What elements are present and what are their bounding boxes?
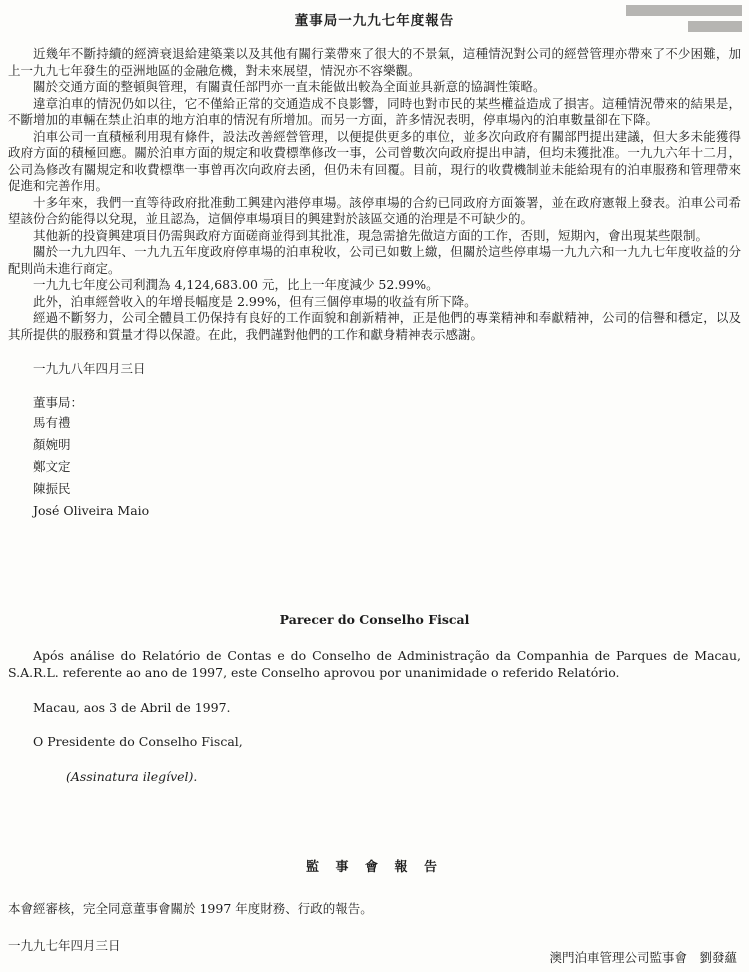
board-member: 馬有禮 — [33, 415, 71, 430]
report-paragraph: 其他新的投資興建項目仍需與政府方面磋商並得到其批准，現急需搶先做這方面的工作，否則，短期內，會出現某些限制。 — [33, 227, 709, 243]
report-title: 董事局一九九七年度報告 — [294, 13, 455, 29]
supervisory-report-title: 監 事 會 報 告 — [305, 860, 444, 875]
board-member: José Oliveira Maio — [33, 503, 150, 518]
report-paragraph: 十多年來，我們一直等待政府批准動工興建內港停車場。該停車場的合約已同政府方面簽署，並在政府憲報上發表。泊車公司希望該份合約能得以兌現，並且認為，這個停車場項目的興建對於該區交通的治理是不可缺少的。 — [8, 194, 741, 226]
report-paragraph: 一九九七年度公司利潤為 4,124,683.00 元，比上一年度減少 52.99%。 — [33, 277, 439, 292]
report-paragraph: 經過不斷努力，公司全體員工仍保持有良好的工作面貌和創新精神，正是他們的專業精神和奉獻精神，公司的信譽和穩定，以及其所提供的服務和質量才得以保證。在此，我們謹對他們的工作和獻身精神表示感謝。 — [8, 310, 741, 342]
fiscal-place-date: Macau, aos 3 de Abril de 1997. — [33, 700, 231, 715]
supervisory-report-body: 本會經審核，完全同意董事會關於 1997 年度財務、行政的報告。 — [8, 901, 373, 916]
supervisory-board-section — [8, 856, 741, 954]
supervisory-signoff: 澳門泊車管理公司監事會 劉發蘊 — [549, 950, 737, 965]
corner-stamp-bottom — [688, 21, 742, 32]
report-paragraph: 違章泊車的情況仍如以往，它不僅給正常的交通造成不良影響，同時也對市民的某些權益造成了損害。這種情況帶來的結果是，不斷增加的車輛在禁止泊車的地方泊車的情況有所增加。而另一方面，許多情況表明，停車場內的泊車數量卻在下降。 — [8, 95, 741, 127]
report-paragraph: 關於一九九四年、一九九五年度政府停車場的泊車稅收，公司已如數上繳，但關於這些停車場一九九六和一九九七年度收益的分配則尚未進行商定。 — [8, 244, 741, 276]
report-paragraph: 近幾年不斷持續的經濟衰退給建築業以及其他有關行業帶來了很大的不景氣，這種情況對公司的經營管理亦帶來了不少困難，加上一九九七年發生的亞洲地區的金融危機，對未來展望，情況亦不容樂觀。 — [8, 46, 741, 78]
board-member: 陳振民 — [33, 481, 71, 496]
corner-stamp-top — [626, 5, 742, 16]
fiscal-council-body: Após análise do Relatório de Contas e do Conselho de Administração da Companhia de Parques de Macau, S.A.R.L. referente ao ano de 1997, este Conselho aprovou por unanimidade o referido Relatório. — [8, 648, 741, 680]
board-member: 鄭文定 — [33, 459, 71, 474]
report-paragraph: 此外，泊車經營收入的年增長幅度是 2.99%，但有三個停車場的收益有所下降。 — [33, 293, 477, 309]
board-report-date: 一九九八年四月三日 — [33, 361, 146, 376]
supervisory-report-date: 一九九七年四月三日 — [8, 938, 121, 953]
board-label: 董事局： — [33, 395, 84, 410]
board-report-section — [8, 6, 741, 612]
fiscal-council-section — [8, 612, 741, 784]
fiscal-signature-note: (Assinatura ilegível). — [66, 769, 198, 784]
fiscal-president-line: O Presidente do Conselho Fiscal, — [33, 734, 243, 749]
fiscal-council-title: Parecer do Conselho Fiscal — [279, 612, 470, 627]
report-paragraph: 泊車公司一直積極利用現有條件，設法改善經營管理，以便提供更多的車位，並多次向政府有關部門提出建議，但大多未能獲得政府方面的積極回應。關於泊車方面的規定和收費標準修改一事，公司曾數次向政府提出申請，但均未獲批准。一九九六年十二月，公司為修改有關規定和收費標準一事曾再次向政府去函，但仍未有回覆。目前，現行的收費機制並未能給現有的泊車服務和管理帶來促進和完善作用。 — [8, 128, 741, 193]
board-member: 顏婉明 — [33, 437, 71, 452]
report-paragraph: 關於交通方面的整頓與管理，有關責任部門亦一直未能做出較為全面並具新意的協調性策略。 — [33, 79, 546, 94]
